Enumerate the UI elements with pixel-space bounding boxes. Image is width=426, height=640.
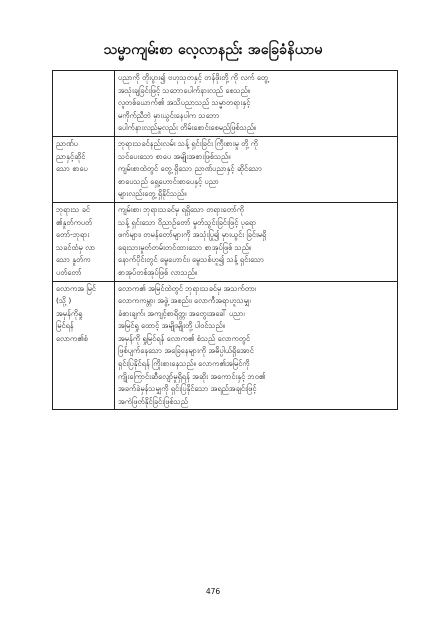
definition-line: ရေးသားမှုတ်တမ်းတင်ထားသော စာအုပ်ဖြစ် သည်။ [118, 242, 252, 252]
table-row [53, 136, 398, 202]
term-cell [53, 71, 115, 137]
content-table [52, 70, 398, 410]
table-body [53, 71, 398, 410]
definition-line: စာပေသည် ရှေ့ဟောင်းစာပေနှင့် ပညာ [118, 176, 219, 186]
definition-line: ပေါက်နားလည်မှုလည်း တိမ်းစောင်းစေမည်ဖြစ်သည်။ [118, 123, 257, 133]
definition-line: ကျမ်းစာထဲတွင် တွေ့ ရှိသော ညာဏ်ပညာနှင့် ဆိုင်သော [118, 164, 262, 174]
definition-line: ကျိုးကြောင်းဆီလျော်မှုရှိရန် အဆိုး အကောင်းနှင့် ဘဝ၏ [118, 371, 266, 381]
term-cell [53, 136, 115, 202]
page-number: 476 [205, 587, 221, 596]
table-row [53, 281, 398, 410]
page-title: သမ္မာကျမ်းစာ လေ့လာနည်း အခြေခံနိယာမ [103, 42, 323, 58]
term-line: လောက၏စံ [56, 333, 88, 343]
term-line: သော နှုတ်က [56, 255, 91, 265]
definition-line: ဖြစ်ပျက်နေသော အခြေနေများကို အဓိပ္ပါယ်ရှိအောင် [118, 346, 254, 356]
definition-line: အကဲဖြတ်နိုင်ခြင်းဖြစ်သည် [118, 396, 188, 406]
definition-line: အသုံးချခြင်းဖြင့် သဘောပေါက်နားလည် စေသည်။ [118, 85, 251, 95]
term-line: လောကအ မြင် [56, 283, 96, 293]
definition-line: လူတစ်ယောက်၏ အသိပညာသည် သမ္မာတရားနှင့် [118, 98, 251, 108]
term-line: ညာဏ်ပ [56, 138, 78, 148]
definition-cell [115, 71, 398, 137]
definition-line: ဘုရားသခင်နည်းလမ်း သန့် ရှင်းခြင်း ကြီးစားမှု တို့ ကို [118, 138, 258, 148]
definition-line: လောက၏ အမြင်ထဲတွင် ဘုရားသခင်မှ အသက်တာ၊ [118, 283, 257, 293]
term-line: ၏နှုတ်ကပတ် [56, 217, 93, 227]
term-line: ညာနှင့်ဆိုင် [56, 151, 86, 161]
definition-line: စာအုပ်တစ်အုပ်ဖြစ် လာသည်။ [118, 267, 198, 277]
definition-line: ပညာကို တိုးပွား၍ ဗဟုသုတနှင့် တန်ဖိုးတို့ ကို လက် တွေ့ [118, 73, 269, 82]
term-line: သခင်ထံမှ လာ [56, 242, 96, 252]
term-cell [53, 281, 115, 410]
definition-cell [115, 281, 398, 410]
table-row [53, 71, 398, 137]
definition-line: ရှင်းပြနိုင်ရန် ကြိုးစားနေသည်။ လောက၏အမြင်ကို [118, 359, 250, 369]
term-line: သော စာပေ [56, 164, 88, 174]
definition-line: မကိုက်ညီဘဲ မှားယွင်းနေပါက သဘော [118, 110, 220, 120]
definition-cell [115, 202, 398, 281]
definition-line: များလည်းတွေ့ ရှိနိုင်သည်။ [118, 189, 187, 199]
term-cell [53, 202, 115, 281]
definition-line: အမြင်ရှု ထောင့် အမျိုးမျိုးတို့ ပါဝင်သည်။ [118, 321, 225, 331]
definition-line: နောက်ပိုင်းတွင် မွေဟောင်း၊ မွေသစ်ဟူ၍ သန့် ရှင်းသော [118, 255, 265, 265]
term-line: အမှန်ကိုရှု [56, 308, 83, 318]
term-line: ဘုရားသ ခင် [56, 204, 91, 214]
definition-line: သန့် ရှင်းသော ဝိညာဉ်တော် မှုတ်သွင်းခြင်းဖြင့် ပုရော [118, 217, 257, 227]
definition-line: အခက်ခဲမှန်သမျှကို ရှင်းပြနိုင်သော အရည်အချင်းဖြင့် [118, 384, 257, 394]
definition-cell [115, 136, 398, 202]
term-line: ပတ်တော် [56, 267, 82, 277]
definition-line: ကျမ်းစာ၊ ဘုရားသခင်မှ ရရှိသော တရားတော်ကို [118, 204, 245, 214]
definition-line: အမှန်ကို ရှုမြင်ရန် လောက၏ စံသည် လောကတွင် [118, 333, 251, 343]
definition-line: သင်ပေးသော စာပေ အမျိုးအစားဖြစ်သည်။ [118, 151, 231, 161]
term-line: (သို့ ) [56, 296, 72, 306]
definition-line: ဖက်များ၊ တမန်တော်များကို အသုံးပြု၍ မှားယွင်း ခြင်းမရှိ [118, 230, 267, 240]
term-line: မြင်ရန် [56, 321, 74, 331]
term-line: တော်-ဘုရား [56, 230, 90, 240]
definition-line: လောကကမ္ဘာ၊ အဖွဲ့ အစည်း၊ လောကီအရာဟူသမျှ၊ [118, 296, 251, 306]
definition-line: ခံစားချက်၊ အကျင့်စာရိတ္တ၊ အတွေးအခေါ် ပညာ၊ [118, 308, 245, 318]
table-row [53, 202, 398, 281]
